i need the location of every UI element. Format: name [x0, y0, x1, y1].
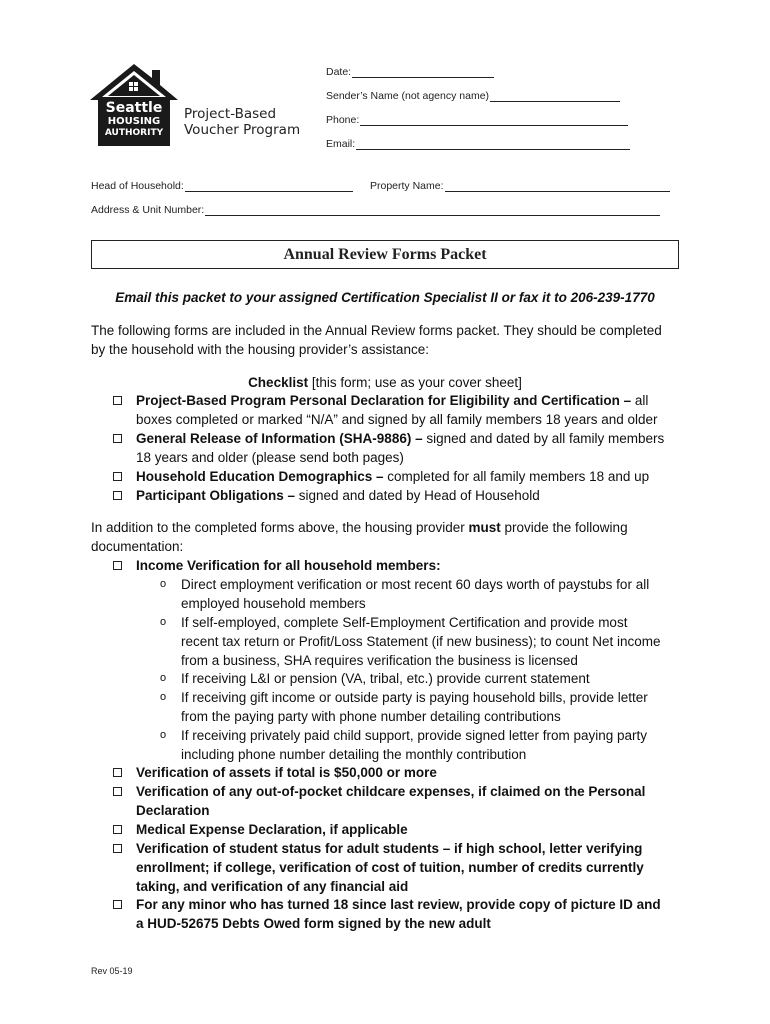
- program-line2: Voucher Program: [184, 122, 301, 138]
- intro-line1: The following forms are included in the Annual Review forms packet. They should be completed: [91, 323, 662, 338]
- checklist-item-line2: 18 years and older (please send both pages): [136, 450, 404, 465]
- income-bullet: [181, 688, 648, 726]
- head-line[interactable]: [185, 181, 353, 192]
- bullet-line2: recent tax return or Profit/Loss Statement (if new business); to count Net income: [181, 634, 661, 649]
- checkbox[interactable]: [113, 768, 122, 777]
- documentation-item: [136, 839, 644, 896]
- income-heading: [136, 556, 441, 575]
- logo-org-line1: Seattle: [105, 100, 163, 116]
- documentation-line3: taking, and verification of any financial aid: [136, 879, 409, 894]
- email-instruction: Email this packet to your assigned Certification Specialist II or fax it to 206-239-1770: [115, 290, 655, 305]
- checklist-item-bold: Participant Obligations –: [136, 488, 296, 503]
- checkbox[interactable]: [113, 844, 122, 853]
- documentation-item: [136, 895, 661, 933]
- bullet-line3: from a business, SHA requires verification the business is licensed: [181, 653, 578, 668]
- bullet-line1: If self-employed, complete Self-Employment Certification and provide most: [181, 615, 628, 630]
- bullet: o: [160, 691, 167, 703]
- checkbox[interactable]: [113, 787, 122, 796]
- checkbox[interactable]: [113, 825, 122, 834]
- checklist-heading: [91, 373, 679, 392]
- documentation-line2: enrollment; if college, verification of cost of tuition, number of credits currently: [136, 860, 644, 875]
- bullet: o: [160, 578, 167, 590]
- checklist-heading-rest: [this form; use as your cover sheet]: [308, 375, 522, 390]
- checkbox[interactable]: [113, 900, 122, 909]
- intro-line2: by the household with the housing provider’s assistance:: [91, 342, 429, 357]
- page-title: Annual Review Forms Packet: [283, 246, 487, 263]
- date-label: Date:: [326, 66, 352, 78]
- income-heading-text: Income Verification for all household members:: [136, 558, 441, 573]
- sha-logo: [88, 62, 180, 148]
- bullet-line2: employed household members: [181, 596, 366, 611]
- address-line[interactable]: [205, 205, 660, 216]
- property-name-field[interactable]: [370, 180, 670, 192]
- documentation-line1: Verification of any out-of-pocket childcare expenses, if claimed on the Personal: [136, 784, 646, 799]
- checklist-heading-bold: Checklist: [248, 375, 309, 390]
- provider-must: must: [468, 520, 501, 535]
- checklist-item: [136, 467, 649, 486]
- logo-org-line3: AUTHORITY: [104, 128, 164, 138]
- email-field[interactable]: [326, 138, 630, 150]
- sender-label: Sender’s Name (not agency name): [326, 90, 490, 102]
- checkbox[interactable]: [113, 491, 122, 500]
- bullet: o: [160, 672, 167, 684]
- checklist-item-bold: Project-Based Program Personal Declaration for Eligibility and Certification –: [136, 393, 632, 408]
- bullet-line1: If receiving L&I or pension (VA, tribal, etc.) provide current statement: [181, 671, 590, 686]
- checklist-item-bold: General Release of Information (SHA-9886) –: [136, 431, 423, 446]
- checkbox[interactable]: [113, 561, 122, 570]
- bullet: o: [160, 616, 167, 628]
- checkbox[interactable]: [113, 434, 122, 443]
- head-label: Head of Household:: [91, 180, 184, 192]
- bullet-line1: Direct employment verification or most recent 60 days worth of paystubs for all: [181, 577, 650, 592]
- bullet: o: [160, 729, 167, 741]
- date-line[interactable]: [352, 67, 494, 78]
- provider-line1-a: In addition to the completed forms above, the housing provider: [91, 520, 469, 535]
- documentation-item: [136, 782, 645, 820]
- logo-org-line2: HOUSING: [107, 116, 161, 127]
- intro-paragraph: [91, 321, 662, 359]
- checklist-item-rest: signed and dated by all family members: [422, 431, 665, 446]
- sender-field[interactable]: [326, 90, 620, 102]
- phone-line[interactable]: [360, 115, 628, 126]
- phone-label: Phone:: [326, 114, 360, 126]
- income-bullet: [181, 575, 649, 613]
- revision-footer: Rev 05-19: [91, 966, 133, 976]
- checklist-item: [136, 391, 658, 429]
- documentation-line2: Declaration: [136, 803, 210, 818]
- bullet-line2: including phone number detailing the monthly contribution: [181, 747, 527, 762]
- income-bullet: [181, 669, 590, 688]
- address-label: Address & Unit Number:: [91, 204, 205, 216]
- provider-paragraph: [91, 518, 628, 556]
- bullet-line2: from the paying party with phone number detailing contributions: [181, 709, 561, 724]
- property-line[interactable]: [445, 181, 670, 192]
- head-of-household-field[interactable]: [91, 180, 353, 192]
- documentation-item: [136, 820, 408, 839]
- checklist-item-line2: boxes completed or marked “N/A” and signed by all family members 18 years and older: [136, 412, 658, 427]
- phone-field[interactable]: [326, 114, 628, 126]
- documentation-line1: For any minor who has turned 18 since last review, provide copy of picture ID and: [136, 897, 661, 912]
- address-field[interactable]: [91, 204, 660, 216]
- checkbox[interactable]: [113, 472, 122, 481]
- provider-line2: documentation:: [91, 539, 184, 554]
- checklist-item: [136, 429, 664, 467]
- checklist-item-rest: all: [631, 393, 649, 408]
- checklist-item-rest: completed for all family members 18 and up: [383, 469, 650, 484]
- checklist-item-bold: Household Education Demographics –: [136, 469, 384, 484]
- bullet-line1: If receiving privately paid child support, provide signed letter from paying party: [181, 728, 647, 743]
- documentation-item: [136, 763, 437, 782]
- income-bullet: [181, 613, 660, 670]
- provider-line1-c: provide the following: [500, 520, 628, 535]
- title-box: [91, 240, 679, 269]
- income-bullet: [181, 726, 647, 764]
- checklist-item-rest: signed and dated by Head of Household: [295, 488, 540, 503]
- program-name: [184, 106, 300, 138]
- documentation-line2: a HUD-52675 Debts Owed form signed by the new adult: [136, 916, 491, 931]
- checkbox[interactable]: [113, 396, 122, 405]
- program-line1: Project-Based: [184, 106, 277, 122]
- checklist-item: [136, 486, 540, 505]
- sender-line[interactable]: [490, 91, 620, 102]
- bullet-line1: If receiving gift income or outside party is paying household bills, provide letter: [181, 690, 648, 705]
- documentation-line1: Verification of assets if total is $50,000 or more: [136, 765, 437, 780]
- documentation-line1: Medical Expense Declaration, if applicable: [136, 822, 408, 837]
- documentation-line1: Verification of student status for adult students – if high school, letter verifying: [136, 841, 643, 856]
- property-label: Property Name:: [370, 180, 444, 192]
- email-line[interactable]: [356, 139, 630, 150]
- email-label: Email:: [326, 138, 356, 150]
- date-field[interactable]: [326, 66, 494, 78]
